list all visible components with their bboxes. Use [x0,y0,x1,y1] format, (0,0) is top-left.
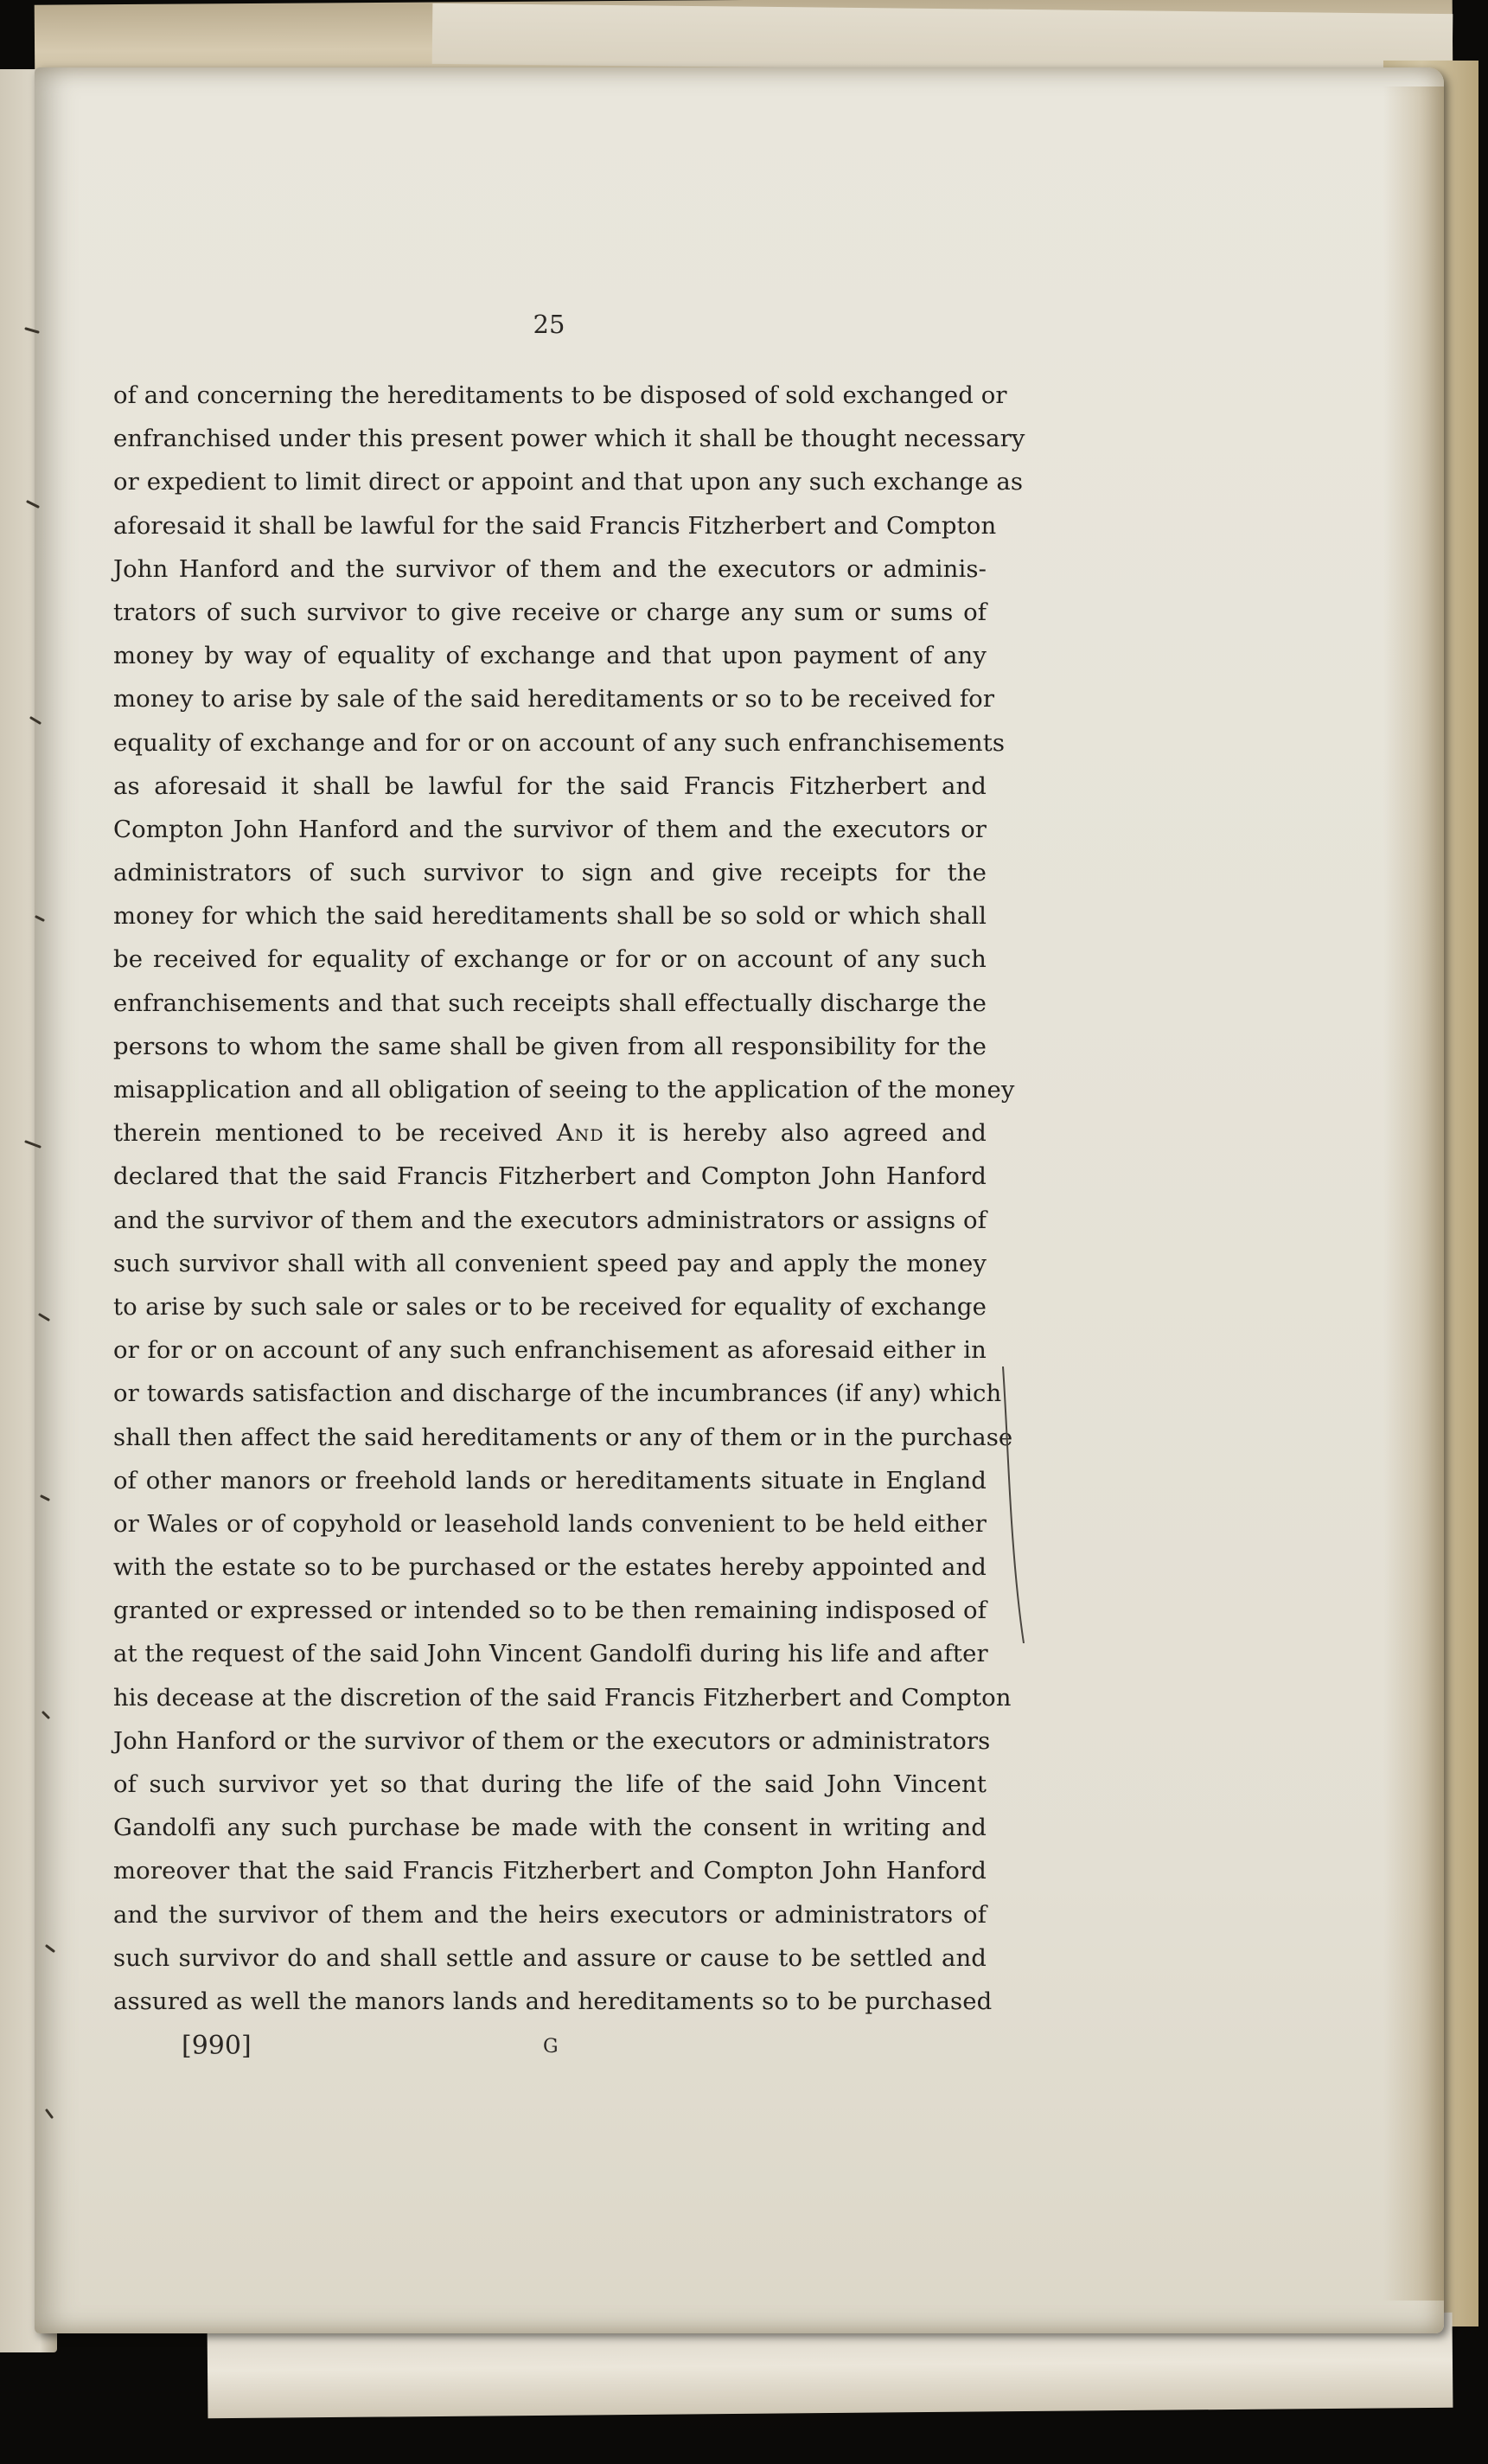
text-line-content: as aforesaid it shall be lawful for the said Francis Fitzherbert and [113,771,987,800]
text-line [113,374,1007,417]
text-line-content: and the survivor of them and the heirs executors or administrators of [113,1900,987,1929]
text-line-content: Compton John Hanford and the survivor of them and the executors or [113,815,987,843]
text-line-content: of such survivor yet so that during the life of the said John Vincent [113,1770,987,1798]
text-line [113,634,987,677]
text-line [113,1676,1012,1719]
text-line [113,1025,987,1068]
page-number: 25 [533,310,565,339]
text-line-content: or expedient to limit direct or appoint and that upon any such exchange as [113,468,1024,496]
text-line [113,1893,987,1936]
text-line [113,417,1025,460]
binding-stitch-marks [17,311,69,2214]
text-line [113,938,987,981]
text-line-content: persons to whom the same shall be given from all responsibility for the [113,1032,987,1060]
text-line-content: of and concerning the hereditaments to be disposed of sold exchanged or [113,381,1007,409]
text-line-content: assured as well the manors lands and hereditaments so to be purchased [113,1987,993,2015]
text-line [113,1328,987,1372]
text-line-content: with the estate so to be purchased or the estates hereby appointed and [113,1553,987,1582]
text-line-content: enfranchisements and that such receipts shall effectually discharge the [113,989,987,1017]
text-line [113,1155,987,1198]
text-line-content: enfranchised under this present power which it shall be thought necessary [113,425,1025,453]
text-line-content: of other manors or freehold lands or hereditaments situate in England [113,1466,987,1494]
text-line [113,1849,987,1892]
text-line-content: be received for equality of exchange or for or on account of any such [113,945,987,974]
text-line [113,1068,1015,1111]
text-line-continuation: it is hereby also agreed and [604,1119,987,1148]
text-line [113,808,987,851]
margin-pencil-rule [1001,1366,1027,1643]
text-line-content: equality of exchange and for or on account of any such enfranchisements [113,728,1006,757]
text-line [113,1459,987,1502]
underlying-paper-top-light [432,3,1453,74]
text-line-content: John Hanford or the survivor of them or the executors or administrators [113,1726,991,1755]
printer-signature-mark: [990] [182,2031,252,2061]
text-line [113,721,1006,765]
text-line [113,1632,987,1675]
text-line [113,1763,987,1806]
text-line [113,591,987,634]
text-line-content: or towards satisfaction and discharge of the incumbrances (if any) which [113,1379,1002,1408]
text-line [113,1372,1002,1415]
text-line-content: or Wales or of copyhold or leasehold lands convenient to be held either [113,1509,987,1538]
text-line-content: to arise by such sale or sales or to be received for equality of exchange [113,1292,987,1321]
text-line [113,1980,993,2023]
small-caps-word: And [556,1119,604,1148]
text-line [113,547,987,591]
text-line-content: such survivor shall with all convenient speed pay and apply the money [113,1249,987,1277]
text-line-content: money for which the said hereditaments shall be so sold or which shall [113,902,987,931]
text-line-content: trators of such survivor to give receive or charge any sum or sums of [113,598,987,626]
text-line [113,765,987,808]
text-line-content: his decease at the discretion of the said Francis Fitzherbert and Compton [113,1683,1012,1712]
text-line-content: declared that the said Francis Fitzherbert and Compton John Hanford [113,1162,987,1191]
text-line-content: moreover that the said Francis Fitzherbert and Compton John Hanford [113,1857,987,1885]
text-line [113,1806,987,1849]
text-line [113,894,987,938]
text-line-content: therein mentioned to be received [113,1119,557,1148]
text-line-content: granted or expressed or intended so to be then remaining indisposed of [113,1597,987,1625]
text-line-content: and the survivor of them and the executors administrators or assigns of [113,1206,987,1234]
text-line [113,851,987,894]
gathering-letter: G [543,2036,559,2058]
text-line-content: misapplication and all obligation of seeing to the application of the money [113,1076,1015,1104]
text-line-content: John Hanford and the survivor of them and the executors or adminis- [113,554,987,583]
text-line [113,1589,987,1632]
text-line [113,1719,991,1763]
text-line-content: or for or on account of any such enfranchisement as aforesaid either in [113,1336,987,1365]
page-body-text [113,374,1025,2023]
text-line-content: at the request of the said John Vincent Gandolfi during his life and after [113,1640,988,1668]
text-line [113,1242,987,1285]
text-line [113,982,987,1025]
text-line-content: aforesaid it shall be lawful for the said Francis Fitzherbert and Compton [113,511,997,540]
text-line [113,1285,987,1328]
text-line-content: administrators of such survivor to sign and give receipts for the [113,859,987,887]
text-line [113,1416,1013,1459]
text-line [113,677,995,720]
text-line [113,504,997,547]
text-line-content: such survivor do and shall settle and assure or cause to be settled and [113,1943,987,1972]
text-line [113,1546,987,1589]
text-line [113,460,1024,503]
text-line [113,1199,987,1242]
text-line-content: money to arise by sale of the said hereditaments or so to be received for [113,685,995,714]
text-line [113,1502,987,1546]
text-line-content: money by way of equality of exchange and that upon payment of any [113,642,987,670]
text-line [113,1936,987,1980]
text-line-content: shall then affect the said hereditaments or any of them or in the purchase [113,1423,1013,1451]
text-line-content: Gandolfi any such purchase be made with the consent in writing and [113,1814,987,1842]
text-line [113,1111,987,1155]
